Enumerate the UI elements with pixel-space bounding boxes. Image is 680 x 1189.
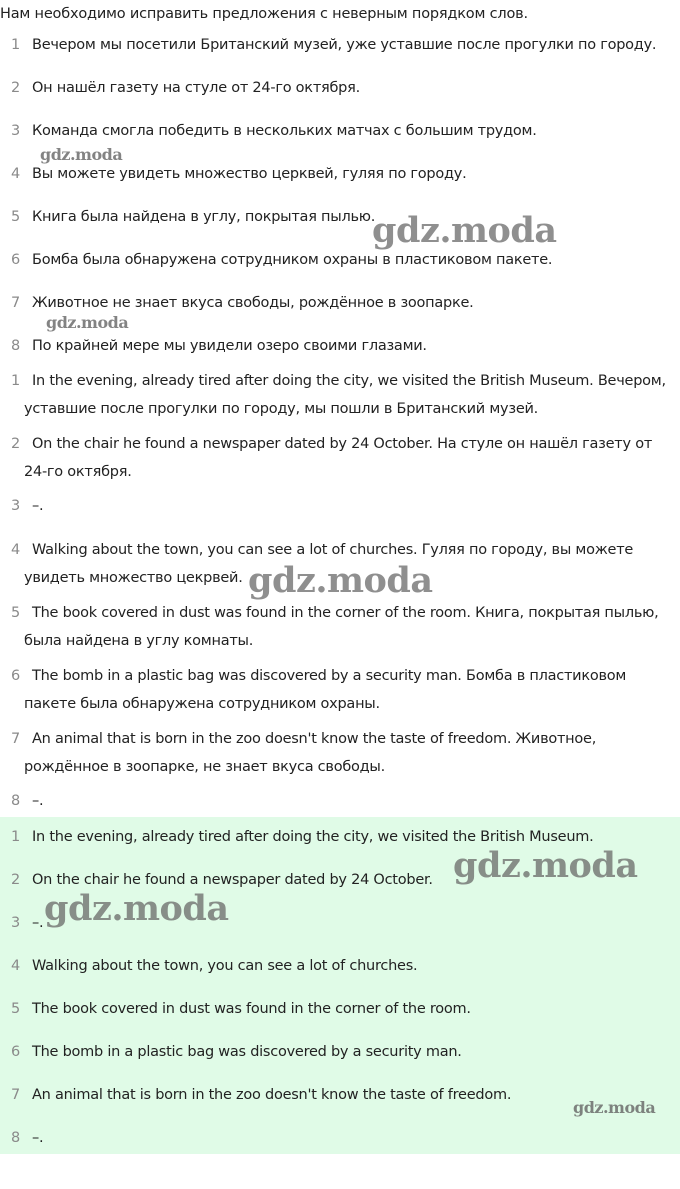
list-item (0, 160, 676, 188)
item-text: По крайней мере мы увидели озеро своими глазами. (32, 338, 427, 354)
watermark: gdz.moda (573, 1098, 656, 1117)
item-number: 8 (11, 793, 20, 809)
item-text: An animal that is born in the zoo doesn't know the taste of freedom. (32, 1087, 512, 1103)
list-item (0, 246, 676, 274)
item-text: Команда смогла победить в нескольких матчах с большим трудом. (32, 123, 537, 139)
item-number: 4 (11, 958, 20, 974)
item-number: 7 (11, 295, 20, 311)
list-item (0, 74, 676, 102)
item-number: 4 (11, 542, 20, 558)
list-item (0, 203, 676, 231)
item-number: 3 (11, 123, 20, 139)
item-number: 6 (11, 252, 20, 268)
item-number: 7 (11, 1087, 20, 1103)
item-text: In the evening, already tired after doing the city, we visited the British Museum. Вечером, уставшие после прогулки по городу, мы пошли в Британский музей. (24, 373, 666, 417)
item-number: 7 (11, 731, 20, 747)
item-number: 5 (11, 209, 20, 225)
item-text: The bomb in a plastic bag was discovered by a security man. Бомба в пластиковом пакете была обнаружена сотрудником охраны. (24, 668, 627, 712)
item-number: 3 (11, 915, 20, 931)
watermark: gdz.moda (248, 560, 433, 601)
item-text: Книга была найдена в углу, покрытая пылью. (32, 209, 376, 225)
item-text: –. (32, 498, 44, 514)
intro-text: Нам необходимо исправить предложения с неверным порядком слов. (0, 6, 528, 22)
item-text: The book covered in dust was found in the corner of the room. (32, 1001, 471, 1017)
list-item (0, 332, 676, 360)
watermark: gdz.moda (453, 845, 638, 886)
list-item (0, 492, 676, 520)
watermark: gdz.moda (46, 313, 129, 332)
item-text: –. (32, 1130, 44, 1146)
list-item (0, 1038, 676, 1066)
item-text: Вечером мы посетили Британский музей, уже уставшие после прогулки по городу. (32, 37, 657, 53)
item-number: 1 (11, 37, 20, 53)
list-item (0, 725, 676, 781)
item-number: 3 (11, 498, 20, 514)
list-item (0, 662, 676, 718)
item-text: Вы можете увидеть множество церквей, гуляя по городу. (32, 166, 467, 182)
item-number: 5 (11, 1001, 20, 1017)
watermark: gdz.moda (40, 145, 123, 164)
item-text: Walking about the town, you can see a lot of churches. Гуляя по городу, вы можете увидеть множество цекрвей. (24, 542, 634, 586)
item-number: 1 (11, 829, 20, 845)
list-item (0, 117, 676, 145)
watermark: gdz.moda (44, 888, 229, 929)
item-text: Walking about the town, you can see a lot of churches. (32, 958, 418, 974)
item-text: On the chair he found a newspaper dated by 24 October. На стуле он нашёл газету от 24-го октября. (24, 436, 653, 480)
item-number: 6 (11, 1044, 20, 1060)
item-number: 8 (11, 338, 20, 354)
item-text: –. (32, 915, 44, 931)
item-number: 2 (11, 872, 20, 888)
list-item (0, 599, 676, 655)
item-text: An animal that is born in the zoo doesn't know the taste of freedom. Животное, рождённое в зоопарке, не знает вкуса свободы. (24, 731, 597, 775)
item-number: 5 (11, 605, 20, 621)
list-item (0, 367, 676, 423)
item-number: 4 (11, 166, 20, 182)
item-number: 1 (11, 373, 20, 389)
item-number: 2 (11, 436, 20, 452)
list-item (0, 787, 676, 815)
item-text: The bomb in a plastic bag was discovered by a security man. (32, 1044, 462, 1060)
item-text: The book covered in dust was found in the corner of the room. Книга, покрытая пылью, была найдена в углу комнаты. (24, 605, 659, 649)
item-text: Животное не знает вкуса свободы, рождённое в зоопарке. (32, 295, 474, 311)
item-number: 6 (11, 668, 20, 684)
item-number: 2 (11, 80, 20, 96)
item-text: –. (32, 793, 44, 809)
list-item (0, 995, 676, 1023)
watermark: gdz.moda (372, 210, 557, 251)
list-item (0, 1124, 676, 1152)
item-text: Он нашёл газету на стуле от 24-го октября. (32, 80, 360, 96)
item-number: 8 (11, 1130, 20, 1146)
list-item (0, 31, 676, 59)
item-text: In the evening, already tired after doing the city, we visited the British Museum. (32, 829, 594, 845)
item-text: Бомба была обнаружена сотрудником охраны в пластиковом пакете. (32, 252, 553, 268)
item-text: On the chair he found a newspaper dated by 24 October. (32, 872, 433, 888)
list-item (0, 430, 676, 486)
list-item (0, 952, 676, 980)
